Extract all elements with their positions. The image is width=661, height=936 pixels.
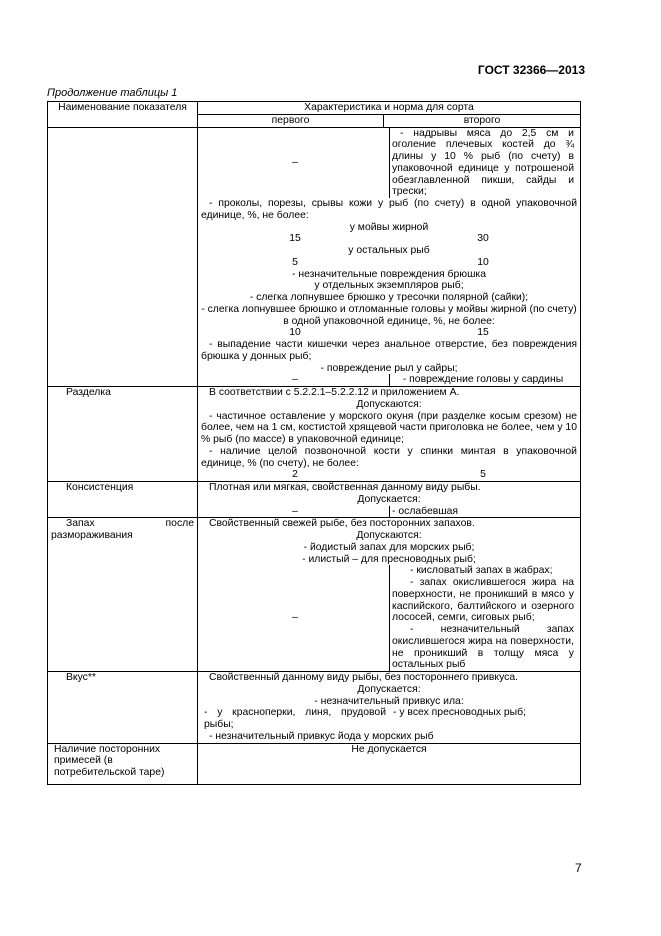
table-row-taste — [48, 672, 581, 744]
header-first-grade: первого — [198, 114, 384, 127]
standard-number: ГОСТ 32366—2013 — [477, 63, 585, 77]
punctures-text: - проколы, порезы, срывы кожи у рыб (по счету) в одной упаковочной единице, %, не более: — [201, 198, 577, 221]
second-grade-tears: - надрывы мяса до 2,5 см и оголение плечевых костей до ¾ длины у 10 % рыб (по счету) в упаковочной единице у потрошеной обезглавленной пикши, сайды и трески; — [390, 128, 578, 199]
consistency-second: - ослабевшая — [390, 506, 578, 518]
table-header-row — [48, 102, 581, 115]
cutting-second: 5 — [480, 469, 486, 481]
consistency-text: Плотная или мягкая, свойственная данному виду рыбы. — [209, 482, 481, 493]
smell-text: Свойственный свежей рыбе, без посторонних запахов. — [209, 518, 475, 530]
param-taste: Вкус** — [48, 672, 198, 744]
smell-oxidized-others: - незначительный запах окислившегося жира на поверхности, не проникший в толщу мяса у остальных рыб — [392, 624, 574, 671]
cutting-partial: - частичное оставление у морского окуня (при разделке косым срезом) не более, чем на 1 см, костистой хрящевой части приголовка не более, чем у 10 % рыб (по массе) в упаковочной единице; — [201, 410, 577, 445]
impurities-value: Не допускается — [198, 743, 581, 784]
table-row-cutting — [48, 387, 581, 482]
gut-text: - выпадение части кишечки через анальное отверстие, без повреждения брюшка у донных рыб; — [201, 339, 577, 362]
others-first: 5 — [292, 256, 298, 268]
smell-iodine: - йодистый запах для морских рыб; — [303, 541, 475, 553]
smell-allowed: Допускаются: — [356, 530, 422, 541]
taste-text: Свойственный данному виду рыбы, без постороннего привкуса. — [209, 672, 519, 683]
header-characteristic: Характеристика и норма для сорта — [198, 102, 581, 115]
taste-second: - у всех пресноводных рыб; — [393, 707, 526, 719]
others-label: у остальных рыб — [348, 245, 430, 256]
param-smell-a: Запах — [66, 518, 95, 530]
param-impurities: Наличие посторонних примесей (в потребительской таре) — [48, 743, 198, 784]
belly-capelin-text: - слегка лопнувшее брюшко и отломанные головы у мойвы жирной (по счету) в одной упаковочной единице, %, не более: — [201, 303, 577, 327]
taste-iodine: - незначительный привкус йода у морских рыб — [209, 730, 434, 742]
consistency-first: – — [292, 505, 298, 517]
cutting-first: 2 — [292, 469, 298, 481]
param-smell-c: размораживания — [51, 530, 133, 541]
capelin-second: 30 — [477, 233, 489, 245]
table-row-consistency — [48, 482, 581, 518]
last-first: – — [292, 374, 298, 386]
taste-first: - у красноперки, линя, прудовой рыбы; — [204, 707, 386, 730]
param-cell-empty — [48, 127, 198, 387]
consistency-allowed: Допускается: — [357, 493, 421, 505]
table-row-smell — [48, 518, 581, 672]
cutting-accord: В соответствии с 5.2.2.1–5.2.2.12 и приложением А. — [209, 387, 460, 398]
smell-oxidized-salmon: - запах окислившегося жира на поверхности, не проникший в мясо у каспийского, балтийского и озерного лососей, семги, сиговых рыб; — [392, 577, 574, 624]
others-second: 10 — [477, 256, 489, 268]
belly-second: 15 — [477, 327, 489, 339]
belly-polar-cod-text: - слегка лопнувшее брюшко у тресочки полярной (сайки); — [249, 292, 529, 303]
cutting-allowed: Допускаются: — [356, 398, 422, 410]
capelin-first: 15 — [289, 233, 301, 245]
taste-slight-silt: - незначительный привкус ила: — [314, 695, 464, 707]
param-smell-b: после — [165, 518, 194, 530]
table-caption: Продолжение таблицы 1 — [47, 87, 178, 99]
param-smell — [48, 518, 198, 672]
capelin-label: у мойвы жирной — [349, 221, 429, 233]
belly-first: 10 — [289, 327, 301, 339]
characteristics-table — [47, 101, 581, 785]
first-grade-dash: – — [292, 156, 298, 168]
smell-first: – — [292, 612, 298, 624]
header-second-grade: второго — [384, 114, 581, 127]
header-parameter: Наименование показателя — [48, 102, 198, 128]
saury-text: - повреждение рыл у сайры; — [320, 362, 458, 374]
last-second: - повреждение головы у сардины — [390, 374, 578, 386]
smell-silt: - илистый – для пресноводных рыб; — [302, 553, 476, 565]
table-row-impurities — [48, 743, 581, 784]
page-number: 7 — [575, 861, 582, 875]
cutting-spine: - наличие целой позвоночной кости у спинки минтая в упаковочной единице, % (по счету), не более: — [201, 445, 577, 469]
param-consistency: Консистенция — [48, 482, 198, 518]
belly-damage-text: - незначительные повреждения брюшка у отдельных экземпляров рыб; — [292, 268, 486, 292]
taste-allowed: Допускается: — [357, 683, 421, 695]
smell-sour: - кисловатый запах в жабрах; — [410, 565, 553, 577]
table-row-appearance-cont — [48, 127, 581, 387]
param-cutting: Разделка — [48, 387, 198, 482]
